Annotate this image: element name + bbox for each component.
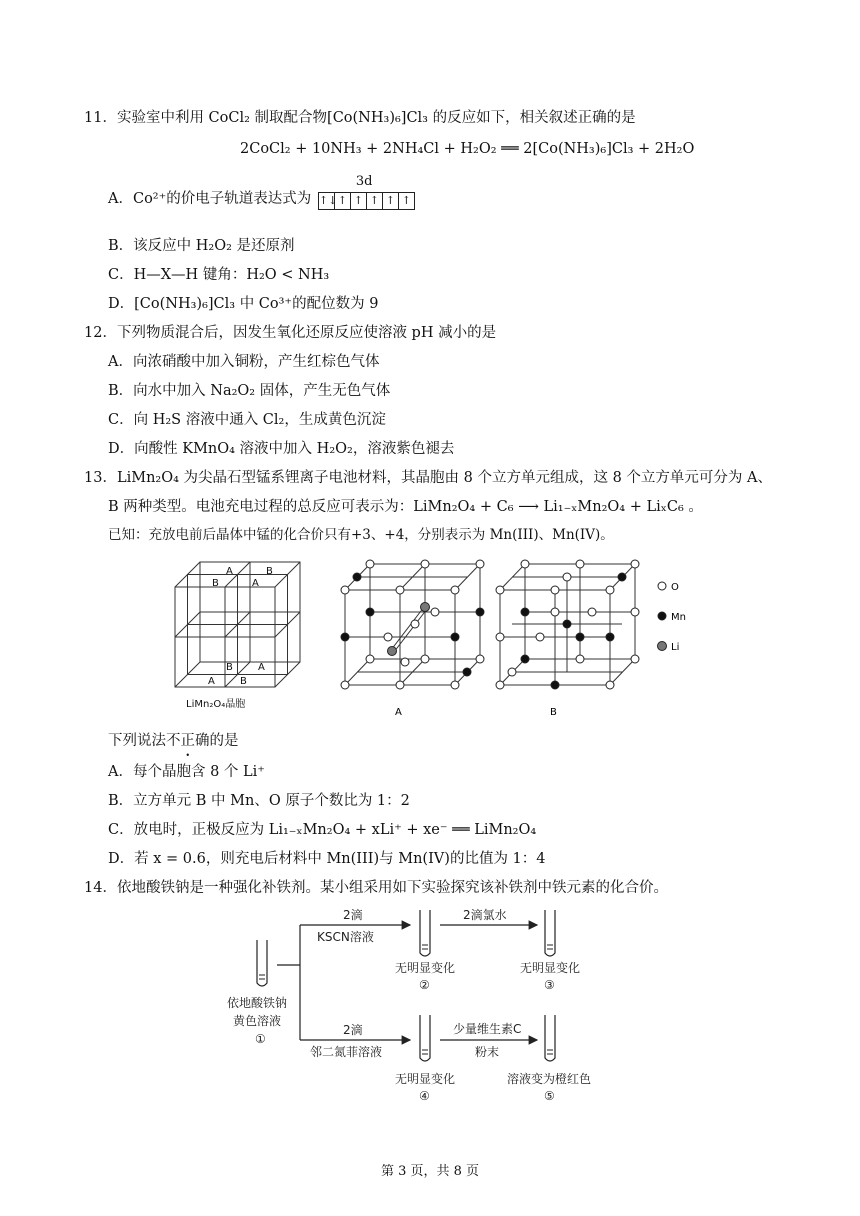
flow-label: 黄色溶液 [233,1014,282,1028]
flow-label: ⑤ [544,1089,555,1103]
cube-label: A [258,662,265,673]
q11-option-a: A．Co²⁺的价电子轨道表达式为 3d ↑↓ ↑ ↑ ↑ ↑ ↑ [108,188,415,210]
experiment-flowchart [225,905,625,1105]
q12-option-a: A．向浓硝酸中加入铜粉，产生红棕色气体 [108,354,380,370]
q12-stem: 12．下列物质混合后，因发生氧化还原反应使溶液 pH 减小的是 [84,325,497,341]
q13-option-d: D．若 x = 0.6，则充电后材料中 Mn(III)与 Mn(IV)的比值为 1：4 [108,851,546,867]
cube-label: A [208,676,215,687]
flow-label: 邻二氮菲溶液 [310,1045,383,1059]
legend [658,582,686,653]
flow-label: ④ [419,1089,430,1103]
flow-label: ① [255,1032,266,1046]
q13-prompt: 下列说法不正确的是 [108,733,239,749]
cube-label: A [252,578,259,589]
page-footer: 第 3 页，共 8 页 [380,1164,480,1179]
emphasis-text: 不正确 [166,733,210,749]
orbital-box: ↑ [351,193,367,209]
q11-option-b: B．该反应中 H₂O₂ 是还原剂 [108,238,295,254]
orbital-label: 3d [355,174,373,189]
flow-label: 少量维生素C [453,1022,522,1036]
cube-b-caption: B [550,707,557,718]
q13-line2: B 两种类型。电池充电过程的总反应可表示为：LiMn₂O₄ + C₆ ⟶ Li₁₋ₓMn₂O₄ + LiₓC₆ 。 [108,499,703,515]
q13-line3: 已知：充放电前后晶体中锰的化合价只有+3、+4，分别表示为 Mn(III)、Mn(IV)。 [108,527,614,543]
q13-option-b: B．立方单元 B 中 Mn、O 原子个数比为 1：2 [108,793,410,809]
q12-option-c: C．向 H₂S 溶液中通入 Cl₂，生成黄色沉淀 [108,412,386,428]
legend-o: O [671,582,679,593]
orbital-diagram [318,174,415,210]
q12-option-b: B．向水中加入 Na₂O₂ 固体，产生无色气体 [108,383,391,399]
flow-label: 溶液变为橙红色 [507,1072,592,1086]
q12-option-d: D．向酸性 KMnO₄ 溶液中加入 H₂O₂，溶液紫色褪去 [108,441,455,457]
flow-label: 依地酸铁钠 [227,996,288,1010]
flow-label: 无明显变化 [520,961,581,975]
cube-label: B [212,578,219,589]
orbital-box: ↑ [367,193,383,209]
q11-equation: 2CoCl₂ + 10NH₃ + 2NH₄Cl + H₂O₂ ══ 2[Co(NH₃)₆]Cl₃ + 2H₂O [240,141,695,157]
unit-cell-grid [175,562,300,687]
flow-label: 2滴 [343,908,363,922]
flow-label: KSCN溶液 [317,930,374,944]
orbital-box: ↑ [401,194,411,207]
flow-label: 无明显变化 [395,1072,456,1086]
q13-option-c: C．放电时，正极反应为 Li₁₋ₓMn₂O₄ + xLi⁺ + xe⁻ ══ LiMn₂O₄ [108,822,537,838]
flow-label: 2滴氯水 [463,908,507,922]
orbital-box: ↑ [383,193,399,209]
flow-label: ② [419,978,430,992]
cell-caption: LiMn₂O₄晶胞 [186,699,246,710]
cube-label: A [226,566,233,577]
q11-option-d: D．[Co(NH₃)₆]Cl₃ 中 Co³⁺的配位数为 9 [108,296,379,312]
q13-option-a: A．每个晶胞含 8 个 Li⁺ [108,764,265,780]
flow-label: ③ [544,978,555,992]
legend-li: Li [671,642,680,653]
orbital-box: ↑ [335,193,351,209]
q11-stem: 11．实验室中利用 CoCl₂ 制取配合物[Co(NH₃)₆]Cl₃ 的反应如下，相关叙述正确的是 [84,110,636,126]
q14-stem: 14．依地酸铁钠是一种强化补铁剂。某小组采用如下实验探究该补铁剂中铁元素的化合价。 [84,880,668,896]
legend-mn: Mn [671,612,686,623]
cube-label: B [226,662,233,673]
cube-label: B [266,566,273,577]
flow-label: 2滴 [343,1023,363,1037]
q13-line1: 13．LiMn₂O₄ 为尖晶石型锰系锂离子电池材料，其晶胞由 8 个立方单元组成，这 8 个立方单元可分为 A、 [84,470,772,486]
flow-label: 粉末 [475,1045,500,1059]
cube-a-caption: A [395,707,402,718]
flow-label: 无明显变化 [395,961,456,975]
q11-option-c: C．H—X—H 键角：H₂O < NH₃ [108,267,330,283]
orbital-box: ↑↓ [318,194,338,207]
crystal-figure [160,552,700,727]
cube-label: B [240,676,247,687]
